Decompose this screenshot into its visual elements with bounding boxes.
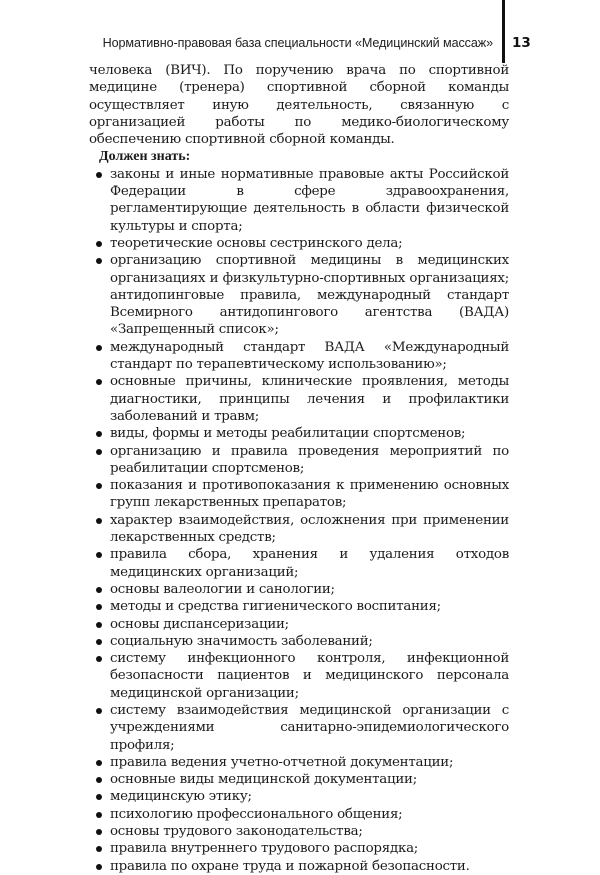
knowledge-list <box>89 166 509 875</box>
list-item: психологию профессионального общения; <box>89 806 509 823</box>
list-item: методы и средства гигиенического воспитания; <box>89 598 509 615</box>
list-item: социальную значимость заболеваний; <box>89 633 509 650</box>
list-item: виды, формы и методы реабилитации спортсменов; <box>89 425 509 442</box>
list-item: медицинскую этику; <box>89 788 509 805</box>
list-item: организацию спортивной медицины в медицинских организациях и физкультурно-спортивных организациях; антидопинговые правила, международный стандарт Всемирного антидопингового агентства (ВАДА) «Запрещенный список»; <box>89 252 509 338</box>
section-heading: Должен знать: <box>99 149 191 165</box>
list-item: основы диспансеризации; <box>89 616 509 633</box>
list-item: правила по охране труда и пожарной безопасности. <box>89 858 509 875</box>
list-item: систему взаимодействия медицинской организации с учреждениями санитарно-эпидемиологического профиля; <box>89 702 509 754</box>
page-body <box>89 62 509 875</box>
header-vertical-rule <box>502 0 505 63</box>
list-item: международный стандарт ВАДА «Международный стандарт по терапевтическому использованию»; <box>89 339 509 374</box>
list-item: правила сбора, хранения и удаления отходов медицинских организаций; <box>89 546 509 581</box>
list-item: организацию и правила проведения мероприятий по реабилитации спортсменов; <box>89 443 509 478</box>
list-item: теоретические основы сестринского дела; <box>89 235 509 252</box>
list-item: правила внутреннего трудового распорядка; <box>89 840 509 857</box>
list-item: показания и противопоказания к применению основных групп лекарственных препаратов; <box>89 477 509 512</box>
list-item: систему инфекционного контроля, инфекционной безопасности пациентов и медицинского персонала медицинской организации; <box>89 650 509 702</box>
list-item: основы валеологии и санологии; <box>89 581 509 598</box>
list-item: основы трудового законодательства; <box>89 823 509 840</box>
list-item: основные причины, клинические проявления, методы диагностики, принципы лечения и профилактики заболеваний и травм; <box>89 373 509 425</box>
page-number: 13 <box>512 35 531 51</box>
list-item: характер взаимодействия, осложнения при применении лекарственных средств; <box>89 512 509 547</box>
list-item: правила ведения учетно-отчетной документации; <box>89 754 509 771</box>
list-item: основные виды медицинской документации; <box>89 771 509 788</box>
intro-paragraph: человека (ВИЧ). По поручению врача по спортивной медицине (тренера) спортивной сборной команды осуществляет иную деятельность, связанную с организацией работы по медико-биологическому обеспечению спортивной сборной команды. <box>89 63 509 148</box>
list-item: законы и иные нормативные правовые акты Российской Федерации в сфере здравоохранения, регламентирующие деятельность в области физической культуры и спорта; <box>89 166 509 235</box>
running-title: Нормативно-правовая база специальности «Медицинский массаж» <box>102 36 493 50</box>
